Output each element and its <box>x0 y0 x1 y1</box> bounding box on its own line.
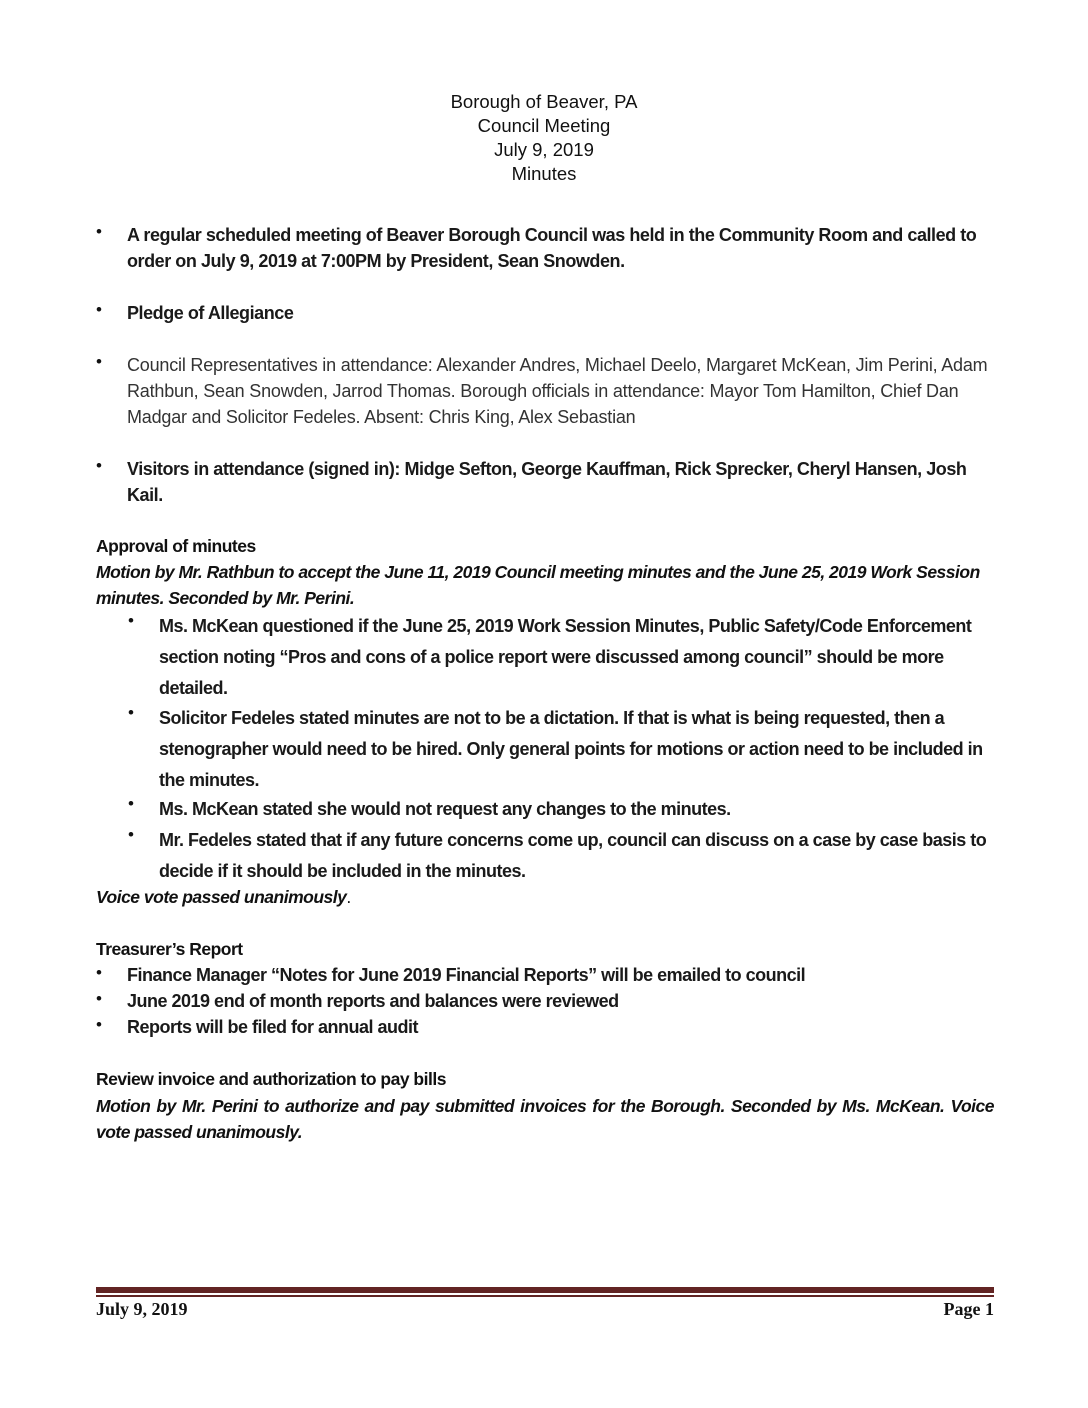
bullet-icon: • <box>96 1015 102 1034</box>
title-minutes: Minutes <box>511 163 577 184</box>
footer-page-number: Page 1 <box>943 1299 994 1319</box>
footer-date: July 9, 2019 <box>96 1299 188 1319</box>
approval-vote-result: Voice vote passed unanimously. <box>96 887 351 907</box>
title-date: July 9, 2019 <box>494 139 594 160</box>
bullet-icon: • <box>96 352 102 371</box>
footer-rule-thin <box>96 1295 994 1297</box>
bullet-icon: • <box>96 963 102 982</box>
title-borough: Borough of Beaver, PA <box>450 91 638 112</box>
footer-rule <box>96 1287 994 1293</box>
motion-invoices: Motion by Mr. Perini to authorize and pay submitted invoices for the Borough. Seconded by Ms. McKean. Voice vote passed unanimously. <box>96 1096 994 1142</box>
section-heading-treasurer: Treasurer’s Report <box>96 939 243 959</box>
motion-approval: Motion by Mr. Rathbun to accept the June 11, 2019 Council meeting minutes and the June 25, 2019 Work Session minutes. Seconded by Mr. Perini. <box>96 562 980 608</box>
bullet-icon: • <box>96 456 102 475</box>
bullet-icon: • <box>96 989 102 1008</box>
bullet-icon: • <box>128 703 134 722</box>
bullet-icon: • <box>128 611 134 630</box>
bullet-icon: • <box>96 222 102 241</box>
section-heading-invoices: Review invoice and authorization to pay bills <box>96 1069 446 1089</box>
title-meeting-type: Council Meeting <box>477 115 611 136</box>
document-title-block <box>0 90 1088 186</box>
section-heading-approval: Approval of minutes <box>96 536 256 556</box>
bullet-icon: • <box>96 300 102 319</box>
bullet-icon: • <box>128 794 134 813</box>
document-page: Borough of Beaver, PA Council Meeting July 9, 2019 Minutes • A regular scheduled meeting of Beaver Borough Council was held in the Community Room and called to order on July 9, 2019 at 7:00PM by President, Sean Snowden. • Pledge of Allegiance • Council Representatives in attendance: Alexander Andres, Michael Deelo, Margaret McKean, Jim Perini, Adam Rathbun, Sean Snowden, Jarrod Thomas. Borough officials in attendance: Mayor Tom Hamilton, Chief Dan Madgar and Solicitor Fedeles. Absent: Chris King, Alex Sebastian • Visitors in attendance (signed in): Midge Sefton, George Kauffman, Rick Sprecker, Cheryl Hansen, Josh Kail. Approval of minutes Motion by Mr. Rathbun to accept the June 11, 2019 Council meeting minutes and the June 25, 2019 Work Session minutes. Seconded by Mr. Perini. • Ms. McKean questioned if the June 25, 2019 Work Session Minutes, Public Safety/Code Enforcement section noting “Pros and cons of a police report were discussed among council” should be more detailed. • Solicitor Fedeles stated minutes are not to be a dictation. If that is what is being requested, then a stenographer would need to be hired. Only general points for motions or action need to be included in the minutes. • Ms. McKean stated she would not request any changes to the minutes. • Mr. Fedeles stated that if any future concerns come up, council can discuss on a case by case basis to decide if it should be included in the minutes. Voice vote passed unanimously. Treasurer’s Report • Finance Manager “Notes for June 2019 Financial Reports” will be emailed to council • June 2019 end of month reports and balances were reviewed • Reports will be filed for annual audit Review invoice and authorization to pay bills Motion by Mr. Perini to authorize and pay submitted invoices for the Borough. Seconded by Ms. McKean. Voice vote passed unanimously. July 9, 2019 Page 1 <box>0 0 1088 1408</box>
bullet-icon: • <box>128 825 134 844</box>
